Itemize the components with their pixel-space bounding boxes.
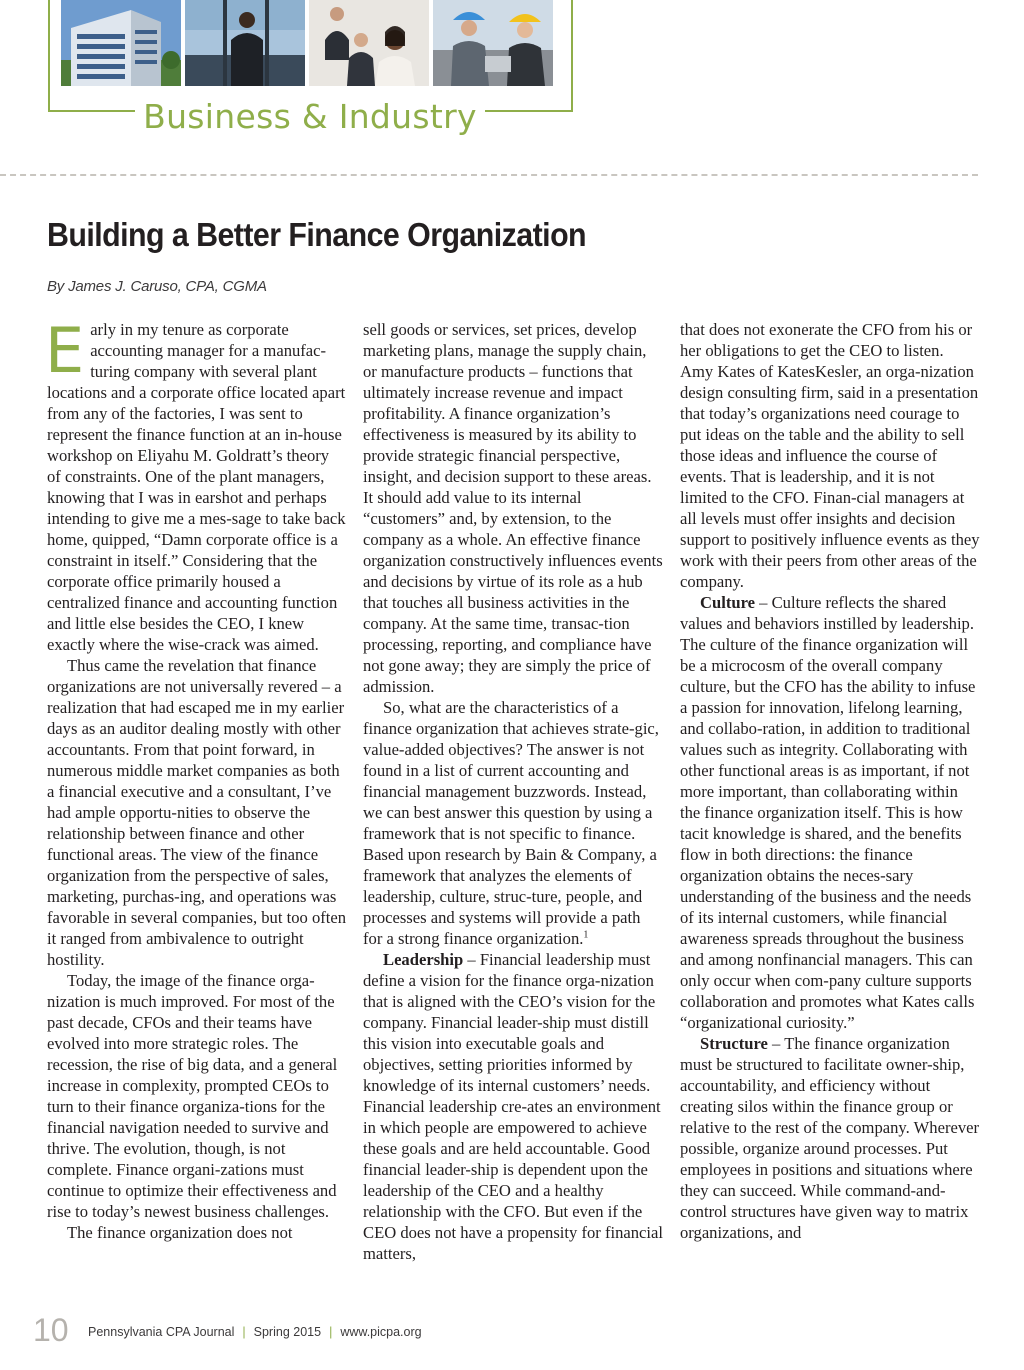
footnote-marker: 1: [583, 929, 589, 941]
paragraph-text: So, what are the characteristics of a finance organization that achieves strate-gic, value-added objectives? The answer is not found in a list of current accounting and financial management buzzwords. Instead, we can best answer this question by using a framework that is not specific to finance. Based upon research by Bain & Company, a framework that analyzes the elements of leadership, culture, struc-ture, people, and processes and systems will provide a path for a strong finance organization.: [363, 698, 659, 948]
paragraph-text: – Financial leadership must define a vision for the finance orga-nization that is aligned with the CEO’s vision for the company. Financial leader-ship must distill this vision into executable goals and objectives, setting priorities informed by knowledge of its internal customers’ needs. Financial leadership cre-ates an environment in which people are empowered to achieve these goals and are held accountable. Good financial leader-ship is dependent upon the leadership of the CEO and a healthy relationship with the CFO. But even if the CEO does not have a propensity for financial matters,: [363, 950, 663, 1263]
paragraph: [363, 697, 663, 949]
businessman-window-photo: [185, 0, 305, 86]
section-title: Business & Industry: [143, 96, 477, 136]
dashed-divider: [0, 174, 978, 176]
issue-date: Spring 2015: [253, 1325, 322, 1339]
footer-separator: |: [242, 1325, 246, 1339]
section-title-box: [135, 94, 485, 138]
header-photo-strip: [61, 0, 553, 86]
run-in-heading-leadership: Leadership: [383, 950, 464, 969]
paragraph: [680, 592, 980, 1033]
paragraph: that does not exonerate the CFO from his or her obligations to get the CEO to listen. Amy Kates of KatesKesler, an orga-nization design consulting firm, said in a presentation that today’s organizations need courage to put ideas on the table and the ability to sell those ideas and influence the course of events. That is leadership, and it is not limited to the CFO. Finan-cial managers at all levels must offer insights and decision support to positively influence events as they work with their peers from other areas of the company.: [680, 320, 980, 591]
run-in-heading-culture: Culture: [700, 593, 756, 612]
run-in-heading-structure: Structure: [700, 1034, 768, 1053]
paragraph: sell goods or services, set prices, develop marketing plans, manage the supply chain, or manufacture products – functions that ultimately increase revenue and impact profitability. A finance organization’s effectiveness is measured by its ability to provide strategic financial perspective, insight, and decision support to these areas. It should add value to its internal “customers” and, by extension, to the company as a whole. An effective finance organization constructively influences events and decisions by virtue of its role as a hub that touches all business activities in the company. At the same time, transac-tion processing, reporting, and compliance have not gone away; they are simply the price of admission.: [363, 320, 663, 696]
website-link[interactable]: www.picpa.org: [340, 1325, 422, 1339]
paragraph: Thus came the revelation that finance organizations are not universally revered – a realization that had escaped me in my earlier days as an auditor dealing mostly with other accountants. From that point forward, in numerous middle market companies as both a financial executive and a consultant, I’ve had ample opportu-nities to observe the relationship between finance and other functional areas. The view of the finance organization from the perspective of sales, marketing, purchas-ing, and operations was favorable in several companies, but too often it ranged from ambivalence to outright hostility.: [47, 656, 347, 969]
drop-cap: E: [45, 314, 85, 387]
paragraph: Today, the image of the finance orga-nization is much improved. For most of the past decade, CFOs and their teams have evolved into more strategic roles. The recession, the rise of big data, and a general increase in complexity, prompted CEOs to turn to their finance organiza-tions for the financial navigation needed to survive and thrive. The evolution, though, is not complete. Finance organi-zations must continue to optimize their effectiveness and rise to today’s newest business challenges.: [47, 971, 338, 1221]
office-building-photo: [61, 0, 181, 86]
article-column-1: [45, 314, 347, 1289]
page-number: 10: [33, 1312, 69, 1348]
article-byline: By James J. Caruso, CPA, CGMA: [47, 278, 267, 295]
article-title: Building a Better Finance Organization: [47, 216, 587, 253]
engineers-hardhat-photo: [433, 0, 553, 86]
journal-name: Pennsylvania CPA Journal: [88, 1325, 235, 1339]
article-column-3: [680, 319, 980, 1289]
article-column-2: [363, 319, 663, 1289]
paragraph: [680, 1033, 980, 1243]
paragraph-text: – The finance organization must be structured to facilitate owner-ship, accountability, and efficiency without creating silos within the finance group or relative to the rest of the company. Wherever possible, organize around processes. Put employees in positions and situations where they can succeed. While command-and-control structures have given way to matrix organizations, and: [680, 1034, 980, 1242]
paragraph: The finance organization does not: [67, 1223, 293, 1242]
business-team-photo: [309, 0, 429, 86]
footer-separator: |: [329, 1325, 333, 1339]
paragraph-text: – Culture reflects the shared values and behaviors instilled by leadership. The culture of the finance organization will be a microcosm of the overall company culture, but the CFO has the ability to infuse a passion for innovation, lifelong learning, and collabo-ration, in addition to traditional values such as integrity. Collaborating with other functional areas is as important, if not more important, than collaborating within the finance organization itself. This is how tacit knowledge is shared, and the benefits flow in both directions: the finance organization obtains the neces-sary understanding of the business and the needs of its internal customers, while financial awareness spreads throughout the business and among nonfinancial managers. This can only occur when com-pany culture supports collaboration and promotes what Kates calls “organizational curiosity.”: [680, 593, 976, 1032]
footer-line: [88, 1325, 422, 1339]
paragraph-text: arly in my tenure as corporate accounting manager for a manufac-turing company with several plant locations and a corporate office located apart from any of the factories, I was sent to represent the finance function at an in-house workshop on Eliyahu M. Goldratt’s theory of constraints. One of the plant managers, knowing that I was in earshot and perhaps intending to give me a mes-sage to take back home, quipped, “Damn corporate office is a constraint in itself.” Considering that the corporate office primarily housed a centralized finance and accounting function and little else besides the CEO, I knew exactly where the wise-crack was aimed.: [47, 320, 346, 654]
paragraph: [363, 949, 663, 1264]
paragraph: [45, 314, 347, 655]
